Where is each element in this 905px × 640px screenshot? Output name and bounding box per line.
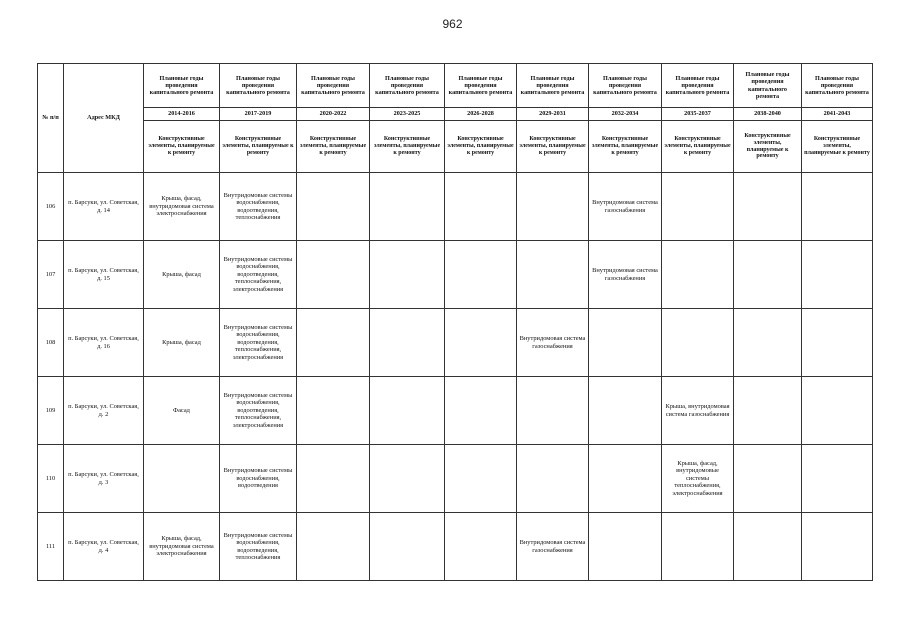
work-cell: Фасад bbox=[144, 377, 220, 445]
period-header: 2023-2025 bbox=[370, 108, 445, 121]
empty-cell bbox=[297, 377, 370, 445]
period-header: 2017-2019 bbox=[220, 108, 297, 121]
row-number: 106 bbox=[38, 173, 64, 241]
elements-header: Конструктивные элементы, планируемые к ремонту bbox=[802, 121, 873, 173]
empty-cell bbox=[144, 445, 220, 513]
work-cell: Крыша, фасад, внутридомовые системы теплоснабжения, электроснабжения bbox=[662, 445, 734, 513]
empty-cell bbox=[802, 513, 873, 581]
header-title-row bbox=[38, 64, 873, 108]
table-row bbox=[38, 513, 873, 581]
row-number: 111 bbox=[38, 513, 64, 581]
empty-cell bbox=[370, 309, 445, 377]
planned-years-header: Плановые годы проведения капитального ремонта bbox=[734, 64, 802, 108]
address-header: Адрес МКД bbox=[64, 64, 144, 173]
header-elements-row bbox=[38, 121, 873, 173]
empty-cell bbox=[802, 377, 873, 445]
period-header: 2038-2040 bbox=[734, 108, 802, 121]
elements-header: Конструктивные элементы, планируемые к ремонту bbox=[589, 121, 662, 173]
period-header: 2014-2016 bbox=[144, 108, 220, 121]
period-header: 2032-2034 bbox=[589, 108, 662, 121]
row-address: п. Барсуки, ул. Советская, д. 3 bbox=[64, 445, 144, 513]
row-number: 109 bbox=[38, 377, 64, 445]
work-cell: Внутридомовые системы водоснабжения, водоотведения, теплоснабжения, электроснабжения bbox=[220, 241, 297, 309]
elements-header: Конструктивные элементы, планируемые к ремонту bbox=[445, 121, 517, 173]
row-number: 107 bbox=[38, 241, 64, 309]
empty-cell bbox=[802, 309, 873, 377]
period-header: 2041-2043 bbox=[802, 108, 873, 121]
planned-years-header: Плановые годы проведения капитального ремонта bbox=[445, 64, 517, 108]
planned-years-header: Плановые годы проведения капитального ремонта bbox=[662, 64, 734, 108]
empty-cell bbox=[802, 241, 873, 309]
empty-cell bbox=[517, 241, 589, 309]
work-cell: Внутридомовая система газоснабжения bbox=[589, 173, 662, 241]
row-address: п. Барсуки, ул. Советская, д. 2 bbox=[64, 377, 144, 445]
table-row bbox=[38, 173, 873, 241]
empty-cell bbox=[370, 241, 445, 309]
header-period-row bbox=[38, 108, 873, 121]
empty-cell bbox=[445, 445, 517, 513]
empty-cell bbox=[445, 377, 517, 445]
empty-cell bbox=[517, 445, 589, 513]
empty-cell bbox=[445, 173, 517, 241]
empty-cell bbox=[297, 241, 370, 309]
empty-cell bbox=[517, 173, 589, 241]
empty-cell bbox=[589, 309, 662, 377]
empty-cell bbox=[662, 241, 734, 309]
empty-cell bbox=[297, 445, 370, 513]
empty-cell bbox=[662, 173, 734, 241]
period-header: 2029-2031 bbox=[517, 108, 589, 121]
elements-header: Конструктивные элементы, планируемые к ремонту bbox=[734, 121, 802, 173]
elements-header: Конструктивные элементы, планируемые к ремонту bbox=[297, 121, 370, 173]
work-cell: Внутридомовые системы водоснабжения, водоотведения, теплоснабжения bbox=[220, 513, 297, 581]
empty-cell bbox=[445, 309, 517, 377]
empty-cell bbox=[734, 309, 802, 377]
elements-header: Конструктивные элементы, планируемые к ремонту bbox=[144, 121, 220, 173]
empty-cell bbox=[370, 173, 445, 241]
row-number: 108 bbox=[38, 309, 64, 377]
work-cell: Крыша, фасад, внутридомовая система электроснабжения bbox=[144, 173, 220, 241]
empty-cell bbox=[734, 241, 802, 309]
empty-cell bbox=[734, 513, 802, 581]
planned-years-header: Плановые годы проведения капитального ремонта bbox=[370, 64, 445, 108]
empty-cell bbox=[662, 309, 734, 377]
empty-cell bbox=[734, 445, 802, 513]
row-address: п. Барсуки, ул. Советская, д. 15 bbox=[64, 241, 144, 309]
row-address: п. Барсуки, ул. Советская, д. 16 bbox=[64, 309, 144, 377]
planned-years-header: Плановые годы проведения капитального ремонта bbox=[297, 64, 370, 108]
planned-years-header: Плановые годы проведения капитального ремонта bbox=[220, 64, 297, 108]
work-cell: Внутридомовая система газоснабжения bbox=[517, 513, 589, 581]
planned-years-header: Плановые годы проведения капитального ремонта bbox=[144, 64, 220, 108]
work-cell: Крыша, фасад bbox=[144, 309, 220, 377]
planned-years-header: Плановые годы проведения капитального ремонта bbox=[802, 64, 873, 108]
elements-header: Конструктивные элементы, планируемые к ремонту bbox=[662, 121, 734, 173]
table-row bbox=[38, 309, 873, 377]
empty-cell bbox=[370, 445, 445, 513]
empty-cell bbox=[445, 241, 517, 309]
empty-cell bbox=[297, 513, 370, 581]
empty-cell bbox=[370, 377, 445, 445]
empty-cell bbox=[517, 377, 589, 445]
elements-header: Конструктивные элементы, планируемые к ремонту bbox=[370, 121, 445, 173]
empty-cell bbox=[445, 513, 517, 581]
empty-cell bbox=[370, 513, 445, 581]
empty-cell bbox=[662, 513, 734, 581]
empty-cell bbox=[297, 309, 370, 377]
work-cell: Внутридомовые системы водоснабжения, водоотведения, теплоснабжения, электроснабжения bbox=[220, 309, 297, 377]
work-cell: Внутридомовые системы водоснабжения, водоотведения, теплоснабжения, электроснабжения bbox=[220, 377, 297, 445]
row-address: п. Барсуки, ул. Советская, д. 14 bbox=[64, 173, 144, 241]
table-row bbox=[38, 241, 873, 309]
empty-cell bbox=[802, 173, 873, 241]
work-cell: Крыша, фасад, внутридомовая система электроснабжения bbox=[144, 513, 220, 581]
work-cell: Внутридомовые системы водоснабжения, водоотведения bbox=[220, 445, 297, 513]
empty-cell bbox=[589, 445, 662, 513]
work-cell: Внутридомовая система газоснабжения bbox=[517, 309, 589, 377]
empty-cell bbox=[589, 513, 662, 581]
page-number: 962 bbox=[442, 17, 463, 31]
work-cell: Крыша, фасад bbox=[144, 241, 220, 309]
empty-cell bbox=[734, 173, 802, 241]
row-number: 110 bbox=[38, 445, 64, 513]
work-cell: Крыша, внутридомовая система газоснабжения bbox=[662, 377, 734, 445]
planned-years-header: Плановые годы проведения капитального ремонта bbox=[517, 64, 589, 108]
row-address: п. Барсуки, ул. Советская, д. 4 bbox=[64, 513, 144, 581]
table-row bbox=[38, 445, 873, 513]
elements-header: Конструктивные элементы, планируемые к ремонту bbox=[220, 121, 297, 173]
empty-cell bbox=[802, 445, 873, 513]
period-header: 2020-2022 bbox=[297, 108, 370, 121]
table-row bbox=[38, 377, 873, 445]
num-header: № п/п bbox=[38, 64, 64, 173]
planned-years-header: Плановые годы проведения капитального ремонта bbox=[589, 64, 662, 108]
empty-cell bbox=[297, 173, 370, 241]
capital-repair-table bbox=[37, 63, 873, 581]
period-header: 2035-2037 bbox=[662, 108, 734, 121]
period-header: 2026-2028 bbox=[445, 108, 517, 121]
work-cell: Внутридомовые системы водоснабжения, водоотведения, теплоснабжения bbox=[220, 173, 297, 241]
empty-cell bbox=[734, 377, 802, 445]
elements-header: Конструктивные элементы, планируемые к ремонту bbox=[517, 121, 589, 173]
empty-cell bbox=[589, 377, 662, 445]
work-cell: Внутридомовая система газоснабжения bbox=[589, 241, 662, 309]
